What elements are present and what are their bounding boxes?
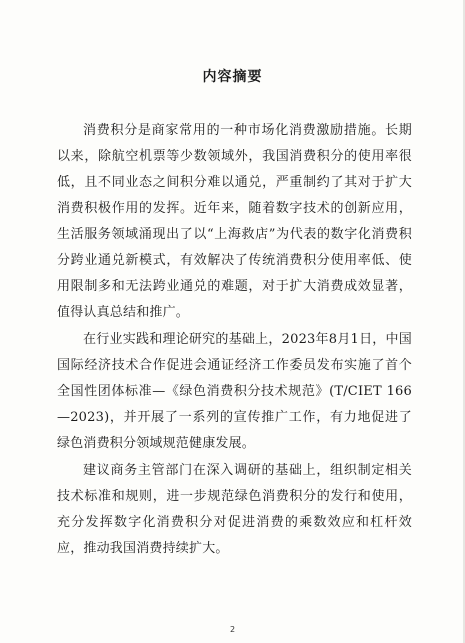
- page-number: 2: [229, 625, 236, 634]
- page-title: 内容摘要: [202, 69, 263, 85]
- abstract-body: [57, 118, 412, 563]
- paragraph-1: 消费积分是商家常用的一种市场化消费激励措施。长期以来，除航空机票等少数领域外，我国消费积分的使用率很低，且不同业态之间积分难以通兑，严重制约了其对于扩大消费积极作用的发挥。近年来，随着数字技术的创新应用，生活服务领域涌现出了以“上海救店”为代表的数字化消费积分跨业通兑新模式，有效解决了传统消费积分使用率低、使用限制多和无法跨业通兑的难题，对于扩大消费成效显著，值得认真总结和推广。: [57, 123, 412, 320]
- paragraph-2: 在行业实践和理论研究的基础上，2023年8月1日，中国国际经济技术合作促进会通证经济工作委员发布实施了首个全国性团体标准—《绿色消费积分技术规范》(T/CIET 166—2023)，并开展了一系列的宣传推广工作，有力地促进了绿色消费积分领域规范健康发展。: [57, 332, 412, 451]
- paragraph-3: 建议商务主管部门在深入调研的基础上，组织制定相关技术标准和规则，进一步规范绿色消费积分的发行和使用，充分发挥数字化消费积分对促进消费的乘数效应和杠杆效应，推动我国消费持续扩大。: [57, 463, 412, 556]
